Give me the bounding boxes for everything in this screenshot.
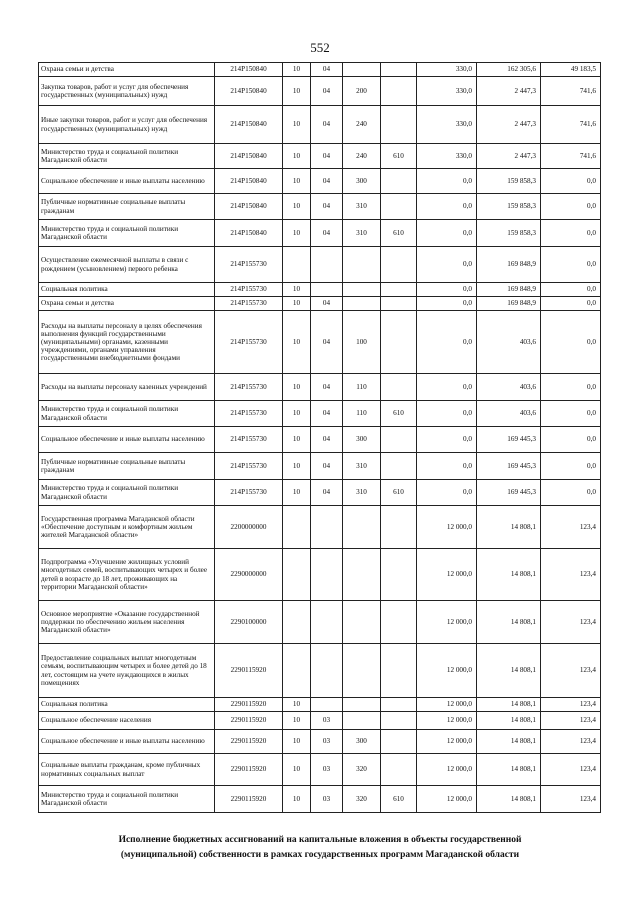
amount-1: 12 000,0 — [417, 644, 477, 698]
row-name: Предоставление социальных выплат многодетным семьям, воспитывающим четырех и более детей до 18 лет, состоящим на учете нуждающихся в жилых помещениях — [39, 644, 215, 698]
section-code: 10 — [283, 698, 311, 712]
amount-1: 0,0 — [417, 297, 477, 311]
table-row — [39, 506, 601, 549]
table-row — [39, 698, 601, 712]
expense-type — [343, 506, 381, 549]
expense-type: 240 — [343, 106, 381, 144]
amount-2: 162 305,6 — [477, 63, 541, 77]
table-row — [39, 297, 601, 311]
row-name: Иные закупки товаров, работ и услуг для обеспечения государственных (муниципальных) нужд — [39, 106, 215, 144]
table-row — [39, 712, 601, 730]
section-code: 10 — [283, 144, 311, 169]
target-code: 2290115920 — [215, 698, 283, 712]
amount-3: 741,6 — [541, 106, 601, 144]
amount-1: 12 000,0 — [417, 712, 477, 730]
amount-2: 159 858,3 — [477, 194, 541, 220]
amount-3: 123,4 — [541, 730, 601, 754]
administrator-code — [381, 754, 417, 786]
amount-1: 330,0 — [417, 144, 477, 169]
amount-2: 403,6 — [477, 401, 541, 427]
subsection-code: 03 — [311, 754, 343, 786]
amount-2: 169 848,9 — [477, 283, 541, 297]
table-row — [39, 283, 601, 297]
expense-type — [343, 698, 381, 712]
section-code — [283, 506, 311, 549]
amount-2: 169 445,3 — [477, 480, 541, 506]
section-code — [283, 247, 311, 283]
target-code: 2290000000 — [215, 549, 283, 601]
target-code: 214P155730 — [215, 283, 283, 297]
amount-3: 123,4 — [541, 506, 601, 549]
administrator-code — [381, 712, 417, 730]
amount-3: 741,6 — [541, 77, 601, 106]
administrator-code — [381, 169, 417, 194]
expense-type: 310 — [343, 453, 381, 480]
row-name: Закупка товаров, работ и услуг для обеспечения государственных (муниципальных) нужд — [39, 77, 215, 106]
section-code: 10 — [283, 754, 311, 786]
row-name: Министерство труда и социальной политики Магаданской области — [39, 220, 215, 247]
target-code: 214P155730 — [215, 453, 283, 480]
amount-1: 12 000,0 — [417, 754, 477, 786]
section-code: 10 — [283, 311, 311, 374]
expense-type: 310 — [343, 220, 381, 247]
amount-2: 14 808,1 — [477, 601, 541, 644]
section-code: 10 — [283, 712, 311, 730]
row-name: Основное мероприятие «Оказание государственной поддержки по обеспечению жильем населения Магаданской области» — [39, 601, 215, 644]
section-code: 10 — [283, 786, 311, 813]
administrator-code: 610 — [381, 220, 417, 247]
table-row — [39, 549, 601, 601]
target-code: 2290115920 — [215, 644, 283, 698]
target-code: 214P150840 — [215, 194, 283, 220]
amount-2: 2 447,3 — [477, 77, 541, 106]
expense-type: 320 — [343, 786, 381, 813]
subsection-code: 04 — [311, 169, 343, 194]
amount-3: 0,0 — [541, 427, 601, 453]
amount-3: 0,0 — [541, 401, 601, 427]
section-code — [283, 549, 311, 601]
amount-3: 49 183,5 — [541, 63, 601, 77]
amount-3: 0,0 — [541, 194, 601, 220]
budget-table — [38, 62, 601, 813]
table-row — [39, 754, 601, 786]
section-code: 10 — [283, 401, 311, 427]
row-name: Осуществление ежемесячной выплаты в связи с рождением (усыновлением) первого ребенка — [39, 247, 215, 283]
amount-3: 741,6 — [541, 144, 601, 169]
section-code: 10 — [283, 730, 311, 754]
row-name: Расходы на выплаты персоналу казенных учреждений — [39, 374, 215, 401]
row-name: Государственная программа Магаданской области «Обеспечение доступным и комфортным жильем жителей Магаданской области» — [39, 506, 215, 549]
amount-3: 0,0 — [541, 311, 601, 374]
target-code: 214P155730 — [215, 247, 283, 283]
row-name: Министерство труда и социальной политики Магаданской области — [39, 144, 215, 169]
table-row — [39, 106, 601, 144]
row-name: Социальное обеспечение и иные выплаты населению — [39, 427, 215, 453]
amount-2: 169 848,9 — [477, 247, 541, 283]
subsection-code: 04 — [311, 311, 343, 374]
target-code: 214P150840 — [215, 220, 283, 247]
target-code: 214P150840 — [215, 77, 283, 106]
row-name: Социальные выплаты гражданам, кроме публичных нормативных социальных выплат — [39, 754, 215, 786]
administrator-code — [381, 698, 417, 712]
amount-2: 169 848,9 — [477, 297, 541, 311]
row-name: Социальное обеспечение и иные выплаты населению — [39, 169, 215, 194]
administrator-code — [381, 644, 417, 698]
administrator-code — [381, 427, 417, 453]
row-name: Министерство труда и социальной политики Магаданской области — [39, 786, 215, 813]
row-name: Социальная политика — [39, 283, 215, 297]
expense-type — [343, 247, 381, 283]
expense-type — [343, 712, 381, 730]
target-code: 2290100000 — [215, 601, 283, 644]
row-name: Социальное обеспечение и иные выплаты населению — [39, 730, 215, 754]
amount-2: 403,6 — [477, 374, 541, 401]
amount-3: 123,4 — [541, 644, 601, 698]
expense-type — [343, 63, 381, 77]
expense-type — [343, 283, 381, 297]
table-row — [39, 194, 601, 220]
amount-1: 330,0 — [417, 77, 477, 106]
target-code: 214P150840 — [215, 144, 283, 169]
table-row — [39, 220, 601, 247]
administrator-code — [381, 549, 417, 601]
amount-3: 123,4 — [541, 549, 601, 601]
administrator-code — [381, 297, 417, 311]
amount-1: 12 000,0 — [417, 506, 477, 549]
row-name: Подпрограмма «Улучшение жилищных условий многодетных семей, воспитывающих четырех и более детей в возрасте до 18 лет, проживающих на территории Магаданской области» — [39, 549, 215, 601]
amount-1: 330,0 — [417, 63, 477, 77]
table-row — [39, 374, 601, 401]
row-name: Публичные нормативные социальные выплаты гражданам — [39, 194, 215, 220]
administrator-code — [381, 730, 417, 754]
administrator-code — [381, 601, 417, 644]
subsection-code: 03 — [311, 730, 343, 754]
administrator-code — [381, 247, 417, 283]
amount-2: 14 808,1 — [477, 754, 541, 786]
administrator-code — [381, 311, 417, 374]
section-code: 10 — [283, 63, 311, 77]
table-row — [39, 311, 601, 374]
amount-2: 169 445,3 — [477, 427, 541, 453]
subsection-code: 04 — [311, 297, 343, 311]
administrator-code — [381, 283, 417, 297]
expense-type: 300 — [343, 730, 381, 754]
amount-1: 0,0 — [417, 247, 477, 283]
subsection-code — [311, 644, 343, 698]
table-row — [39, 77, 601, 106]
expense-type: 200 — [343, 77, 381, 106]
subsection-code — [311, 506, 343, 549]
administrator-code — [381, 506, 417, 549]
administrator-code — [381, 194, 417, 220]
table-row — [39, 63, 601, 77]
expense-type — [343, 549, 381, 601]
amount-1: 0,0 — [417, 283, 477, 297]
row-name: Социальное обеспечение населения — [39, 712, 215, 730]
subsection-code: 04 — [311, 220, 343, 247]
amount-3: 0,0 — [541, 480, 601, 506]
section-code: 10 — [283, 77, 311, 106]
section-code — [283, 601, 311, 644]
amount-2: 403,6 — [477, 311, 541, 374]
amount-3: 0,0 — [541, 453, 601, 480]
subsection-code: 03 — [311, 786, 343, 813]
subsection-code: 04 — [311, 194, 343, 220]
table-row — [39, 247, 601, 283]
target-code: 2290115920 — [215, 712, 283, 730]
amount-1: 0,0 — [417, 169, 477, 194]
table-row — [39, 144, 601, 169]
subsection-code — [311, 601, 343, 644]
target-code: 2200000000 — [215, 506, 283, 549]
target-code: 214P150840 — [215, 169, 283, 194]
amount-3: 0,0 — [541, 220, 601, 247]
expense-type — [343, 644, 381, 698]
subsection-code: 04 — [311, 453, 343, 480]
administrator-code — [381, 63, 417, 77]
section-code: 10 — [283, 169, 311, 194]
target-code: 2290115920 — [215, 786, 283, 813]
expense-type: 300 — [343, 427, 381, 453]
administrator-code: 610 — [381, 786, 417, 813]
target-code: 214P155730 — [215, 401, 283, 427]
amount-1: 0,0 — [417, 374, 477, 401]
section-code: 10 — [283, 453, 311, 480]
subsection-code: 04 — [311, 77, 343, 106]
table-row — [39, 644, 601, 698]
amount-2: 14 808,1 — [477, 698, 541, 712]
amount-1: 330,0 — [417, 106, 477, 144]
expense-type — [343, 297, 381, 311]
amount-1: 0,0 — [417, 453, 477, 480]
subsection-code: 04 — [311, 374, 343, 401]
amount-2: 169 445,3 — [477, 453, 541, 480]
section-code: 10 — [283, 194, 311, 220]
page-number: 552 — [310, 40, 330, 55]
expense-type: 310 — [343, 480, 381, 506]
row-name: Охрана семьи и детства — [39, 297, 215, 311]
expense-type: 310 — [343, 194, 381, 220]
administrator-code — [381, 77, 417, 106]
subsection-code: 04 — [311, 144, 343, 169]
subsection-code: 03 — [311, 712, 343, 730]
row-name: Расходы на выплаты персоналу в целях обеспечения выполнения функций государственными (муниципальными) органами, казенными учреждениями, органами управления государственными внебюджетными фондами — [39, 311, 215, 374]
section-code: 10 — [283, 427, 311, 453]
subsection-code: 04 — [311, 427, 343, 453]
table-row — [39, 480, 601, 506]
amount-2: 2 447,3 — [477, 144, 541, 169]
row-name: Публичные нормативные социальные выплаты гражданам — [39, 453, 215, 480]
amount-3: 123,4 — [541, 786, 601, 813]
target-code: 214P155730 — [215, 297, 283, 311]
amount-1: 12 000,0 — [417, 549, 477, 601]
expense-type: 110 — [343, 401, 381, 427]
expense-type — [343, 601, 381, 644]
amount-2: 2 447,3 — [477, 106, 541, 144]
row-name: Министерство труда и социальной политики Магаданской области — [39, 401, 215, 427]
administrator-code: 610 — [381, 480, 417, 506]
subsection-code: 04 — [311, 480, 343, 506]
amount-3: 123,4 — [541, 754, 601, 786]
section-code — [283, 644, 311, 698]
amount-2: 14 808,1 — [477, 730, 541, 754]
amount-3: 0,0 — [541, 283, 601, 297]
subsection-code — [311, 549, 343, 601]
expense-type: 240 — [343, 144, 381, 169]
administrator-code: 610 — [381, 144, 417, 169]
table-row — [39, 786, 601, 813]
target-code: 2290115920 — [215, 754, 283, 786]
section-heading-line-1: Исполнение бюджетных ассигнований на капитальные вложения в объекты государственной — [118, 835, 522, 845]
amount-1: 0,0 — [417, 220, 477, 247]
section-code: 10 — [283, 106, 311, 144]
section-code: 10 — [283, 220, 311, 247]
row-name: Социальная политика — [39, 698, 215, 712]
amount-1: 12 000,0 — [417, 730, 477, 754]
amount-3: 123,4 — [541, 601, 601, 644]
amount-1: 0,0 — [417, 480, 477, 506]
section-code: 10 — [283, 283, 311, 297]
section-code: 10 — [283, 374, 311, 401]
subsection-code: 04 — [311, 106, 343, 144]
target-code: 214P155730 — [215, 427, 283, 453]
amount-2: 14 808,1 — [477, 549, 541, 601]
administrator-code — [381, 374, 417, 401]
row-name: Охрана семьи и детства — [39, 63, 215, 77]
target-code: 2290115920 — [215, 730, 283, 754]
table-row — [39, 169, 601, 194]
amount-3: 123,4 — [541, 698, 601, 712]
target-code: 214P155730 — [215, 311, 283, 374]
amount-1: 0,0 — [417, 401, 477, 427]
administrator-code — [381, 106, 417, 144]
amount-1: 12 000,0 — [417, 786, 477, 813]
target-code: 214P150840 — [215, 106, 283, 144]
amount-3: 0,0 — [541, 374, 601, 401]
section-code: 10 — [283, 297, 311, 311]
table-row — [39, 453, 601, 480]
subsection-code: 04 — [311, 63, 343, 77]
amount-2: 159 858,3 — [477, 169, 541, 194]
table-row — [39, 427, 601, 453]
target-code: 214P150840 — [215, 63, 283, 77]
subsection-code: 04 — [311, 401, 343, 427]
amount-1: 0,0 — [417, 194, 477, 220]
subsection-code — [311, 283, 343, 297]
expense-type: 110 — [343, 374, 381, 401]
expense-type: 300 — [343, 169, 381, 194]
expense-type: 100 — [343, 311, 381, 374]
section-heading-line-2: (муниципальной) собственности в рамках государственных программ Магаданской области — [120, 849, 520, 860]
amount-3: 0,0 — [541, 169, 601, 194]
amount-2: 159 858,3 — [477, 220, 541, 247]
table-row — [39, 401, 601, 427]
table-row — [39, 601, 601, 644]
amount-2: 14 808,1 — [477, 506, 541, 549]
row-name: Министерство труда и социальной политики Магаданской области — [39, 480, 215, 506]
subsection-code — [311, 247, 343, 283]
table-row — [39, 730, 601, 754]
amount-1: 12 000,0 — [417, 601, 477, 644]
administrator-code — [381, 453, 417, 480]
amount-3: 0,0 — [541, 297, 601, 311]
target-code: 214P155730 — [215, 374, 283, 401]
amount-3: 123,4 — [541, 712, 601, 730]
administrator-code: 610 — [381, 401, 417, 427]
amount-1: 0,0 — [417, 311, 477, 374]
amount-3: 0,0 — [541, 247, 601, 283]
section-heading — [40, 833, 600, 862]
amount-2: 14 808,1 — [477, 712, 541, 730]
expense-type: 320 — [343, 754, 381, 786]
subsection-code — [311, 698, 343, 712]
amount-2: 14 808,1 — [477, 644, 541, 698]
target-code: 214P155730 — [215, 480, 283, 506]
amount-1: 0,0 — [417, 427, 477, 453]
amount-2: 14 808,1 — [477, 786, 541, 813]
section-code: 10 — [283, 480, 311, 506]
amount-1: 12 000,0 — [417, 698, 477, 712]
